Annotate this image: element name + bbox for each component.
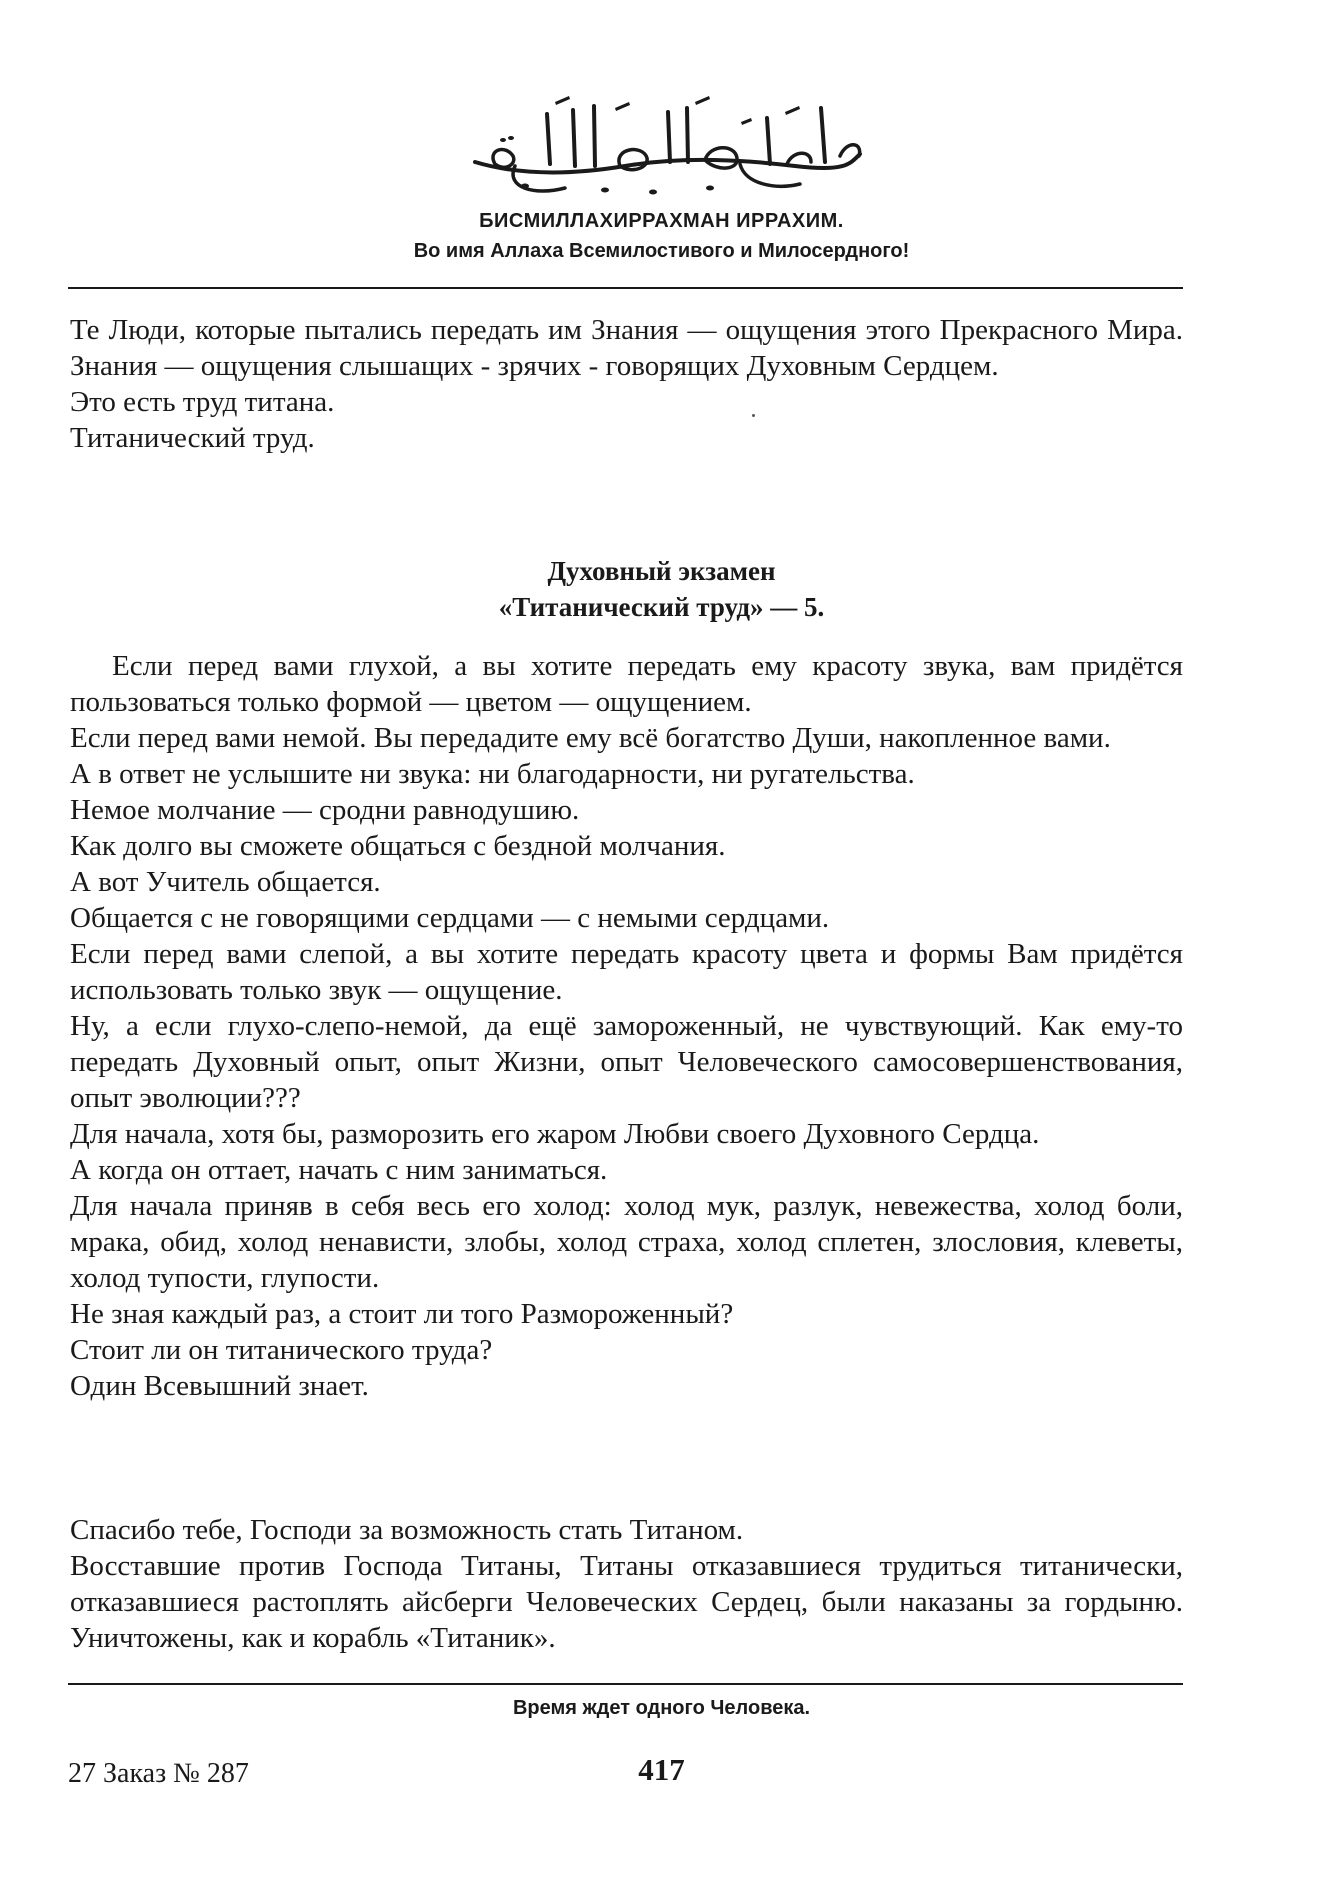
body-paragraph: Один Всевышний знает.	[70, 1370, 369, 1402]
body-paragraph: Если перед вами слепой, а вы хотите передать красоту цвета и формы Вам придётся использовать только звук — ощущение.	[70, 938, 1183, 1006]
page-number: 417	[638, 1752, 685, 1787]
body-paragraph: Немое молчание — сродни равнодушию.	[70, 794, 580, 826]
body-paragraph: Не зная каждый раз, а стоит ли того Размороженный?	[70, 1298, 734, 1330]
closing-text	[70, 1512, 1183, 1656]
section-title: Духовный экзамен	[547, 556, 776, 586]
top-divider	[68, 287, 1183, 289]
body-paragraph: Если перед вами немой. Вы передадите ему всё богатство Души, накопленное вами.	[70, 722, 1111, 754]
closing-paragraph: Восставшие против Господа Титаны, Титаны отказавшиеся трудиться титанически, отказавшиеся растоплять айсберги Человеческих Сердец, были наказаны за гордыню. Уничтожены, как и корабль «Титаник».	[70, 1550, 1183, 1654]
body-paragraph: Для начала приняв в себя весь его холод: холод мук, разлук, невежества, холод боли, мрака, обид, холод ненависти, злобы, холод страха, холод сплетен, злословия, клеветы, холод тупости, глупости.	[70, 1190, 1183, 1294]
intro-line: Титанический труд.	[70, 422, 315, 454]
closing-paragraph: Спасибо тебе, Господи за возможность стать Титаном.	[70, 1514, 744, 1546]
print-speck	[752, 414, 755, 417]
main-text	[70, 648, 1183, 1404]
bottom-divider	[68, 1683, 1183, 1685]
body-paragraph: Если перед вами глухой, а вы хотите передать ему красоту звука, вам придётся пользоваться только формой — цветом — ощущением.	[70, 650, 1183, 718]
intro-text	[70, 312, 1183, 456]
body-paragraph: Для начала, хотя бы, разморозить его жаром Любви своего Духовного Сердца.	[70, 1118, 1040, 1150]
section-subtitle: «Титанический труд» — 5.	[498, 592, 825, 622]
footer-quote: Время ждет одного Человека.	[512, 1697, 811, 1719]
intro-line: Это есть труд титана.	[70, 386, 335, 418]
bismillah-calligraphy	[455, 92, 875, 202]
intro-line: Те Люди, которые пытались передать им Знания — ощущения этого Прекрасного Мира. Знания — ощущения слышащих - зрячих - говорящих Духовным Сердцем.	[70, 314, 1183, 382]
header-transliteration: БИСМИЛЛАХИРРАХМАН ИРРАХИМ.	[479, 210, 844, 232]
body-paragraph: Ну, а если глухо-слепо-немой, да ещё замороженный, не чувствующий. Как ему-то передать Духовный опыт, опыт Жизни, опыт Человеческого самосовершенствования, опыт эволюции???	[70, 1010, 1183, 1114]
body-paragraph: Как долго вы сможете общаться с бездной молчания.	[70, 830, 726, 862]
print-order-number: 27 Заказ № 287	[68, 1758, 249, 1789]
body-paragraph: Общается с не говорящими сердцами — с немыми сердцами.	[70, 902, 830, 934]
body-paragraph: А вот Учитель общается.	[70, 866, 381, 898]
body-paragraph: А в ответ не услышите ни звука: ни благодарности, ни ругательства.	[70, 758, 915, 790]
body-paragraph: А когда он оттает, начать с ним заниматься.	[70, 1154, 608, 1186]
body-paragraph: Стоит ли он титанического труда?	[70, 1334, 493, 1366]
header-translation: Во имя Аллаха Всемилостивого и Милосердного!	[413, 240, 910, 262]
